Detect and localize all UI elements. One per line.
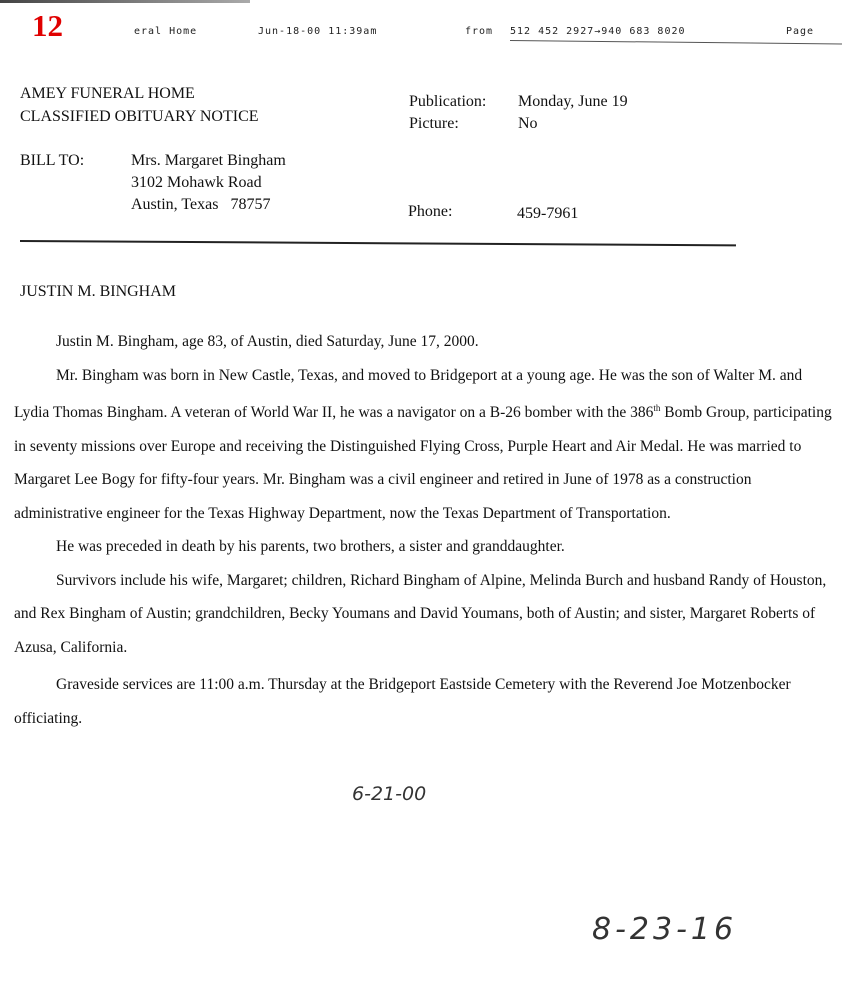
- page-number-stamp: 12: [32, 8, 63, 43]
- publication-value: Monday, June 19: [518, 93, 628, 110]
- picture-value: No: [518, 115, 538, 132]
- bill-to-label: BILL TO:: [20, 152, 85, 169]
- bill-to-name: Mrs. Margaret Bingham: [131, 152, 286, 169]
- picture-label: Picture:: [409, 115, 459, 132]
- phone-value: 459-7961: [517, 205, 579, 222]
- obituary-paragraph-death: Justin M. Bingham, age 83, of Austin, died Saturday, June 17, 2000.: [56, 333, 479, 350]
- fax-datetime: Jun-18-00 11:39am: [258, 26, 378, 37]
- biography-text-part1: Mr. Bingham was born in New Castle, Texas, and moved to Bridgeport at a young age. He was the son of Walter M. and Lydia Thomas Bingham. A veteran of World War II, he was a navigator on a B-26 bomber with the 386: [14, 366, 803, 422]
- obituary-paragraph-survivors: Survivors include his wife, Margaret; children, Richard Bingham of Alpine, Melinda Burch and husband Randy of Houston, and Rex Bingham of Austin; grandchildren, Becky Youmans and David Youmans, both of Austin; and sister, Margaret Roberts of Azusa, California.: [14, 571, 827, 656]
- handwritten-service-date: 6-21-00: [352, 783, 427, 805]
- biography-text-part2: Bomb Group, participating in seventy missions over Europe and receiving the Distinguished Flying Cross, Purple Heart and Air Medal. He was married to Margaret Lee Bogy for fifty-four years. Mr. Bingham was a civil engineer and retired in June of 1978 as a construction administrative engineer for the Texas Highway Department, now the Texas Department of Transportation.: [14, 404, 832, 522]
- phone-label: Phone:: [408, 203, 453, 220]
- company-name: AMEY FUNERAL HOME: [20, 85, 195, 102]
- scan-edge-mark: [0, 0, 250, 3]
- deceased-name-heading: JUSTIN M. BINGHAM: [20, 283, 177, 300]
- bill-to-street: 3102 Mohawk Road: [131, 174, 262, 191]
- obituary-body: [14, 325, 834, 735]
- fax-page-label: Page: [786, 26, 815, 37]
- obituary-paragraph-preceded: He was preceded in death by his parents, two brothers, a sister and granddaughter.: [56, 538, 565, 556]
- fax-numbers: 512 452 2927→940 683 8020: [510, 26, 686, 37]
- header-divider: [20, 240, 736, 246]
- bill-to-city: Austin, Texas 78757: [131, 196, 271, 213]
- handwritten-bottom-date: 8-23-16: [592, 912, 738, 947]
- obituary-paragraph-biography: [14, 359, 834, 531]
- fax-sender: eral Home: [134, 26, 198, 37]
- ordinal-suffix: th: [653, 403, 661, 413]
- publication-label: Publication:: [409, 93, 487, 110]
- obituary-paragraph-services: Graveside services are 11:00 a.m. Thursday at the Bridgeport Eastside Cemetery with the Reverend Joe Motzenbocker officiating.: [14, 676, 791, 727]
- fax-from-label: from: [465, 26, 494, 37]
- fax-underline: [510, 40, 842, 44]
- notice-type: CLASSIFIED OBITUARY NOTICE: [20, 108, 259, 125]
